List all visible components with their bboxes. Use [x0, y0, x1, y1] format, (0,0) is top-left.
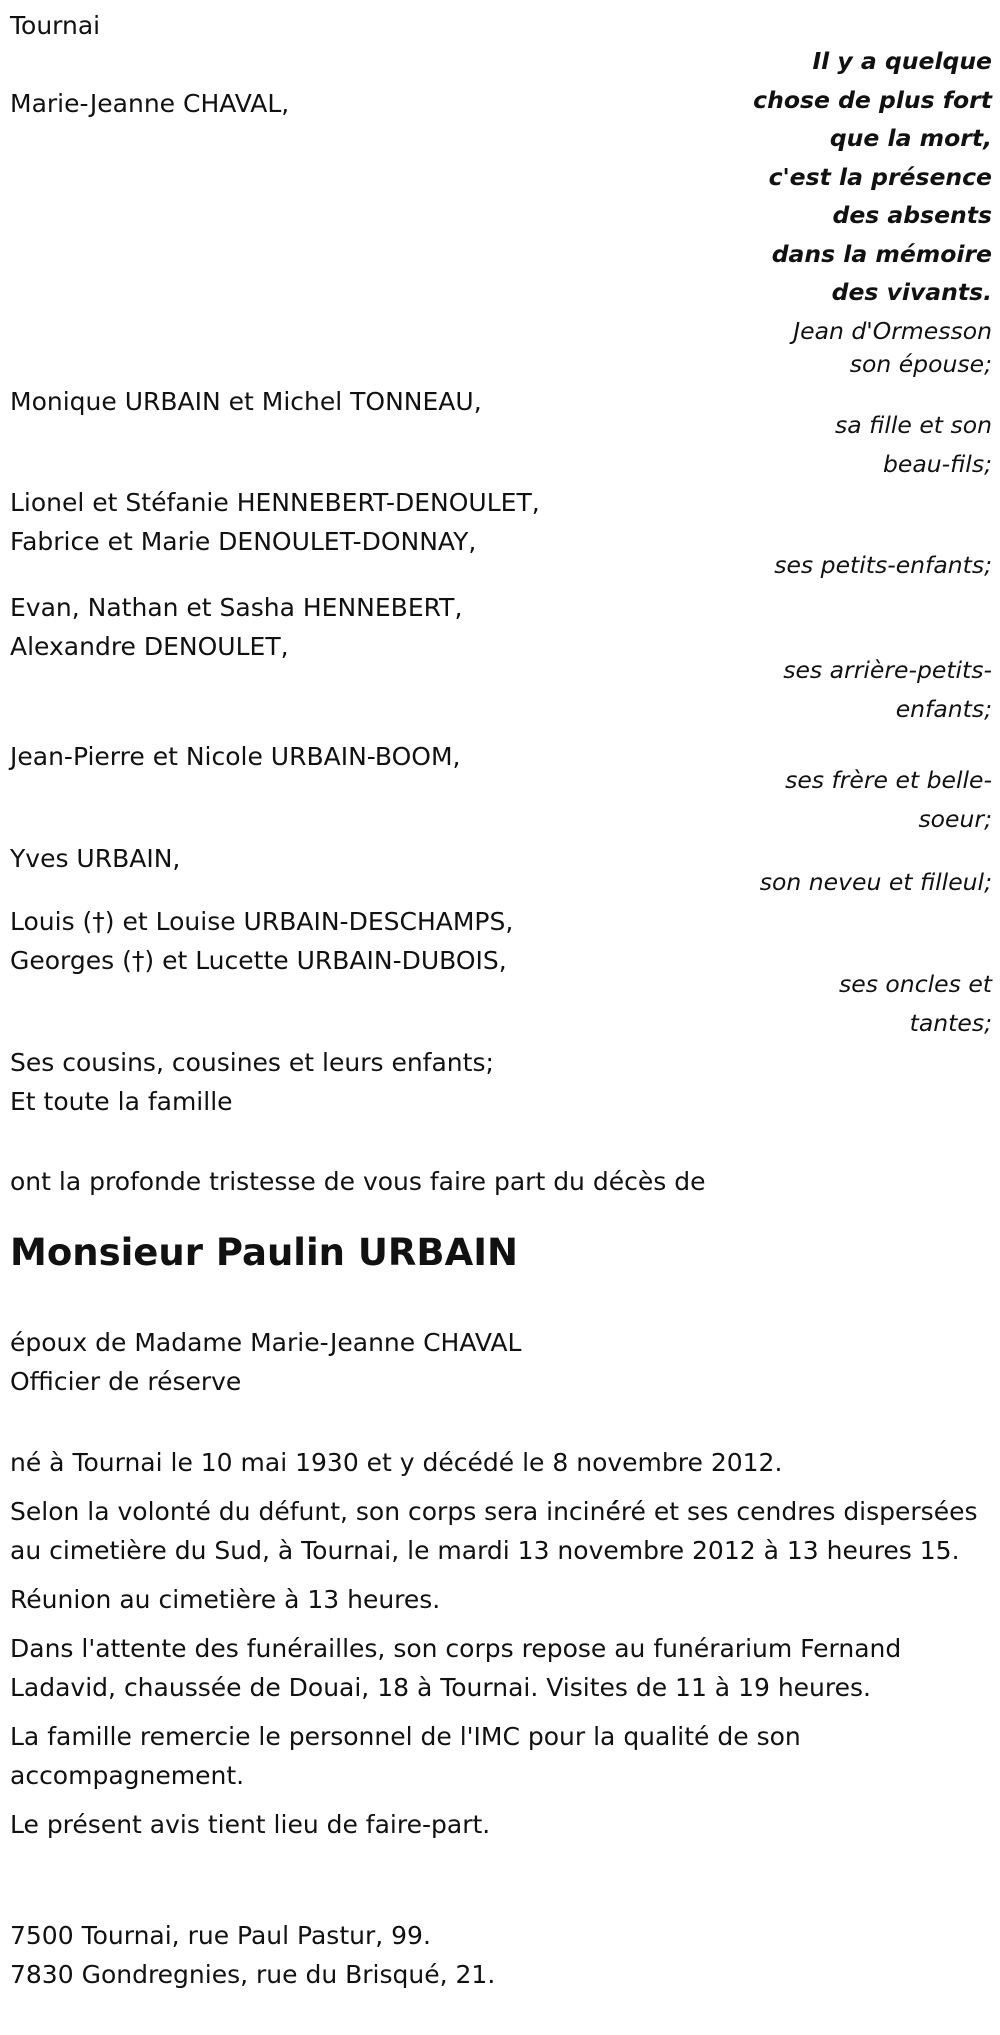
deceased-name: Monsieur Paulin URBAIN [10, 1231, 518, 1274]
notice-paragraph: Le présent avis tient lieu de faire-part. [10, 1810, 491, 1839]
family-name-line: Louis (†) et Louise URBAIN-DESCHAMPS, [10, 907, 514, 936]
family-names [10, 839, 650, 878]
relation-line: ses frère et belle- [785, 766, 992, 794]
quote-line: Il y a quelque [812, 47, 992, 75]
family-relation [692, 761, 992, 839]
family-name-line: Georges (†) et Lucette URBAIN-DUBOIS, [10, 946, 507, 975]
city-heading: Tournai [10, 11, 101, 40]
relation-line: tantes; [909, 1009, 992, 1037]
family-relation [692, 546, 992, 585]
family-name-line: Lionel et Stéfanie HENNEBERT-DENOULET, [10, 488, 540, 517]
relation-line: ses petits-enfants; [774, 551, 992, 579]
relation-line: sa fille et son [835, 411, 992, 439]
family-row-siblings [10, 737, 992, 833]
relation-line: son neveu et filleul; [759, 868, 992, 896]
family-row-daughter [10, 382, 992, 478]
family-name-line: Evan, Nathan et Sasha HENNEBERT, [10, 593, 463, 622]
family-names [10, 737, 650, 776]
addresses [10, 1916, 992, 1994]
family-relation [692, 345, 992, 384]
family-name-line: Jean-Pierre et Nicole URBAIN-BOOM, [10, 742, 461, 771]
cremation-paragraph: Selon la volonté du défunt, son corps sera inciné́ré et ses cendres dispersées au cimetière du Sud, à Tournai, le mardi 13 novembre 2012 à 13 heures 15. [10, 1497, 978, 1565]
relation-line: ses arrière-petits- [783, 656, 992, 684]
family-names [10, 588, 650, 666]
quote-author: Jean d'Ormesson [793, 316, 992, 345]
quote-line: c'est la présence [768, 162, 992, 191]
family-row-spouse [10, 84, 992, 384]
family-relation [692, 406, 992, 484]
family-row-great-grandchildren [10, 588, 992, 723]
relation-line: son épouse; [849, 350, 992, 378]
family-names [10, 84, 650, 123]
quote-line: des vivants. [831, 278, 992, 306]
relation-line: ses oncles et [839, 970, 992, 998]
relation-line: beau-fils; [882, 450, 992, 478]
deceased-detail-line: époux de Madame Marie-Jeanne CHAVAL [10, 1328, 522, 1357]
family-relation [692, 965, 992, 1043]
family-row-nephew [10, 839, 992, 909]
family-row-grandchildren [10, 483, 992, 583]
funerarium-paragraph: Dans l'attente des funérailles, son corps repose au funérarium Fernand Ladavid, chaussée de Douai, 18 à Tournai. Visites de 11 à 19 heures. [10, 1634, 902, 1702]
quote-line: que la mort, [829, 124, 992, 152]
family-name-line: Yves URBAIN, [10, 844, 181, 873]
relation-line: enfants; [895, 695, 992, 723]
deceased-detail-line: Officier de réserve [10, 1367, 242, 1396]
family-names [10, 483, 650, 561]
family-name-line: Fabrice et Marie DENOULET-DONNAY, [10, 527, 477, 556]
quote-line: des absents [832, 201, 992, 229]
quote-line: dans la mémoire [771, 239, 992, 268]
family-names [10, 902, 650, 980]
thanks-paragraph: La famille remercie le personnel de l'IMC pour la qualité de son accompagnement. [10, 1722, 801, 1790]
family-name-line: Marie-Jeanne CHAVAL, [10, 89, 290, 118]
family-name-line: Monique URBAIN et Michel TONNEAU, [10, 387, 482, 416]
address-line: 7500 Tournai, rue Paul Pastur, 99. [10, 1921, 431, 1950]
other-relatives-line: Et toute la famille [10, 1087, 233, 1116]
family-name-line: Alexandre DENOULET, [10, 632, 289, 661]
family-relation [692, 651, 992, 729]
family-names [10, 382, 650, 421]
relation-line: soeur; [918, 805, 992, 833]
family-relation [662, 863, 992, 902]
quote-line: chose de plus fort [753, 85, 992, 114]
meeting-paragraph: Réunion au cimetière à 13 heures. [10, 1585, 441, 1614]
other-relatives [10, 1043, 992, 1121]
deceased-details [10, 1323, 992, 1401]
address-line: 7830 Gondregnies, rue du Brisqué, 21. [10, 1960, 496, 1989]
family-row-uncles-aunts [10, 902, 992, 1037]
birth-death-paragraph: né à Tournai le 10 mai 1930 et y décédé le 8 novembre 2012. [10, 1448, 783, 1477]
announcement-text: ont la profonde tristesse de vous faire part du décès de [10, 1167, 706, 1196]
notice-paragraphs [10, 1443, 992, 1854]
other-relatives-line: Ses cousins, cousines et leurs enfants; [10, 1048, 494, 1077]
